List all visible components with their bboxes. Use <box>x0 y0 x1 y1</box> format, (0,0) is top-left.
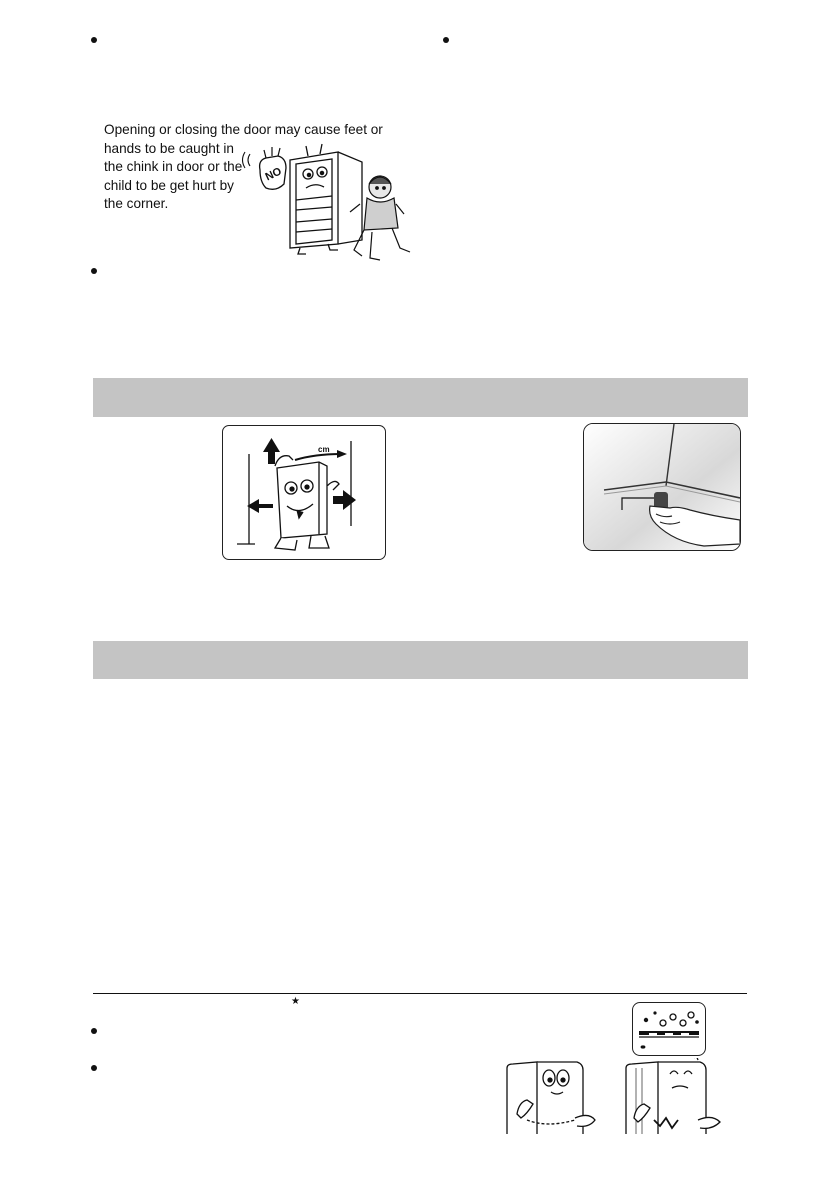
clearance-unit-label: cm <box>318 445 330 454</box>
bullet-top-right <box>443 37 449 43</box>
ice-tray-figure <box>632 1002 706 1056</box>
fridge-worried-icon <box>626 1058 720 1134</box>
warning-line-3: the chink in door or the <box>104 159 243 174</box>
arrow-right-icon <box>333 490 356 510</box>
star-icon: ★ <box>291 996 300 1007</box>
clearance-figure <box>222 425 386 560</box>
leveling-foot-diagram <box>584 424 740 550</box>
no-sign-text: NO <box>263 165 284 184</box>
section-header-band-1 <box>93 378 748 417</box>
warning-line-2: hands to be caught in <box>104 140 234 156</box>
clearance-diagram <box>223 426 385 559</box>
fridge-character-icon <box>290 144 362 254</box>
section-header-band-2 <box>93 641 748 679</box>
hand-stop-icon <box>243 147 287 189</box>
door-check-illustration-right <box>614 1058 724 1134</box>
fridge-mascot-icon <box>275 456 339 550</box>
bullet-bottom-1 <box>91 1028 97 1034</box>
warning-line-4: child to be get hurt by <box>104 177 234 193</box>
leveling-foot-figure <box>583 423 741 551</box>
arrow-left-icon <box>247 499 273 513</box>
door-check-illustration-left <box>497 1058 597 1134</box>
bullet-top-left <box>91 37 97 43</box>
warning-line-5: the corner. <box>104 196 169 211</box>
door-hazard-illustration <box>240 132 420 267</box>
warning-line-1: Opening or closing the door may cause feet or <box>104 122 383 137</box>
child-figure-icon <box>350 176 410 260</box>
frost-pattern-icon <box>633 1003 705 1055</box>
bullet-bottom-2 <box>91 1065 97 1071</box>
footnote-rule <box>93 993 747 994</box>
fridge-happy-icon <box>507 1062 595 1134</box>
bullet-mid <box>91 268 97 274</box>
